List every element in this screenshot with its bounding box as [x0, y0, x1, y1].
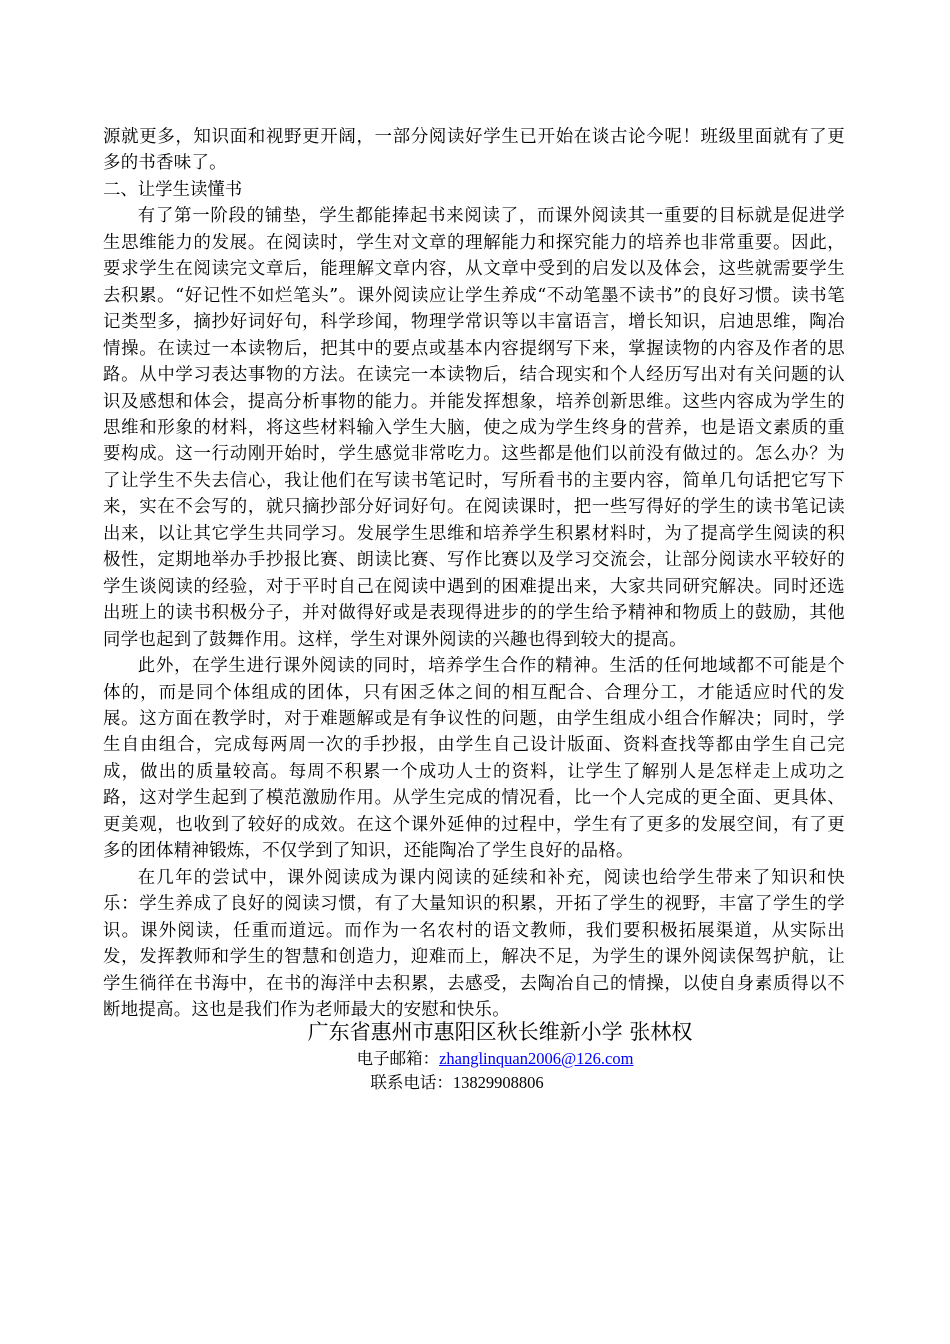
- section-heading: 二、让学生读懂书: [103, 179, 243, 200]
- email-link[interactable]: zhanglinquan2006@126.com: [439, 1049, 634, 1068]
- paragraph-conclusion: 在几年的尝试中，课外阅读成为课内阅读的延续和补充，阅读也给学生带来了知识和快乐：学生养成了良好的阅读习惯，有了大量知识的积累，开拓了学生的视野，丰富了学生的学识。课外阅读，任重而道远。而作为一名农村的语文教师，我们要积极拓展渠道，从实际出发，发挥教师和学生的智慧和创造力，迎难而上，解决不足，为学生的课外阅读保驾护航，让学生徜徉在书海中，在书的海洋中去积累，去感受，去陶冶自己的情操，以使自身素质得以不断地提高。这也是我们作为老师最大的安慰和快乐。: [103, 867, 845, 1020]
- phone-line: [0, 1071, 950, 1095]
- author-signature: [0, 1017, 950, 1095]
- email-line: [40, 1047, 950, 1071]
- phone-number: 13829908806: [452, 1073, 544, 1092]
- paragraph-continuation: 源就更多，知识面和视野更开阔，一部分阅读好学生已开始在谈古论今呢！班级里面就有了更多的书香味了。: [103, 127, 845, 174]
- author-name: 广东省惠州市惠阳区秋长维新小学 张林权: [307, 1020, 693, 1044]
- article-body: [103, 124, 845, 1023]
- paragraph-cooperation: 此外，在学生进行课外阅读的同时，培养学生合作的精神。生活的任何地域都不可能是个体的，而是同个体组成的团体，只有困乏体之间的相互配合、合理分工，才能适应时代的发展。这方面在教学时，对于难题解或是有争议性的问题，由学生组成小组合作解决；同时，学生自由组合，完成每两周一次的手抄报，由学生自己设计版面、资料查找等都由学生自己完成，做出的质量较高。每周不积累一个成功人士的资料，让学生了解别人是怎样走上成功之路，这对学生起到了模范激励作用。从学生完成的情况看，比一个人完成的更全面、更具体、更美观，也收到了较好的成效。在这个课外延伸的过程中，学生有了更多的发展空间，有了更多的团体精神锻炼，不仅学到了知识，还能陶冶了学生良好的品格。: [103, 656, 845, 862]
- email-label: 电子邮箱：: [356, 1049, 440, 1068]
- paragraph-reading-notes: 有了第一阶段的铺垫，学生都能捧起书来阅读了，而课外阅读其一重要的目标就是促进学生思维能力的发展。在阅读时，学生对文章的理解能力和探究能力的培养也非常重要。因此，要求学生在阅读完文章后，能理解文章内容，从文章中受到的启发以及体会，这些就需要学生去积累。“好记性不如烂笔头”。课外阅读应让学生养成“不动笔墨不读书”的良好习惯。读书笔记类型多，摘抄好词好句，科学珍闻，物理学常识等以丰富语言，增长知识，启迪思维，陶冶情操。在读过一本读物后，把其中的要点或基本内容提纲写下来，掌握读物的内容及作者的思路。从中学习表达事物的方法。在读完一本读物后，结合现实和个人经历写出对有关问题的认识及感想和体会，提高分析事物的能力。并能发挥想象，培养创新思维。这些内容成为学生的思维和形象的材料，将这些材料输入学生大脑，使之成为学生终身的营养，也是语文素质的重要构成。这一行动刚开始时，学生感觉非常吃力。这些都是他们以前没有做过的。怎么办？为了让学生不失去信心，我让他们在写读书笔记时，写所看书的主要内容，简单几句话把它写下来，实在不会写的，就只摘抄部分好词好句。在阅读课时，把一些写得好的学生的读书笔记读出来，以让其它学生共同学习。发展学生思维和培养学生积累材料时，为了提高学生阅读的积极性，定期地举办手抄报比赛、朗读比赛、写作比赛以及学习交流会，让部分阅读水平较好的学生谈阅读的经验，对于平时自己在阅读中遇到的困难提出来，大家共同研究解决。同时还选出班上的读书积极分子，并对做得好或是表现得进步的的学生给予精神和物质上的鼓励，其他同学也起到了鼓舞作用。这样，学生对课外阅读的兴趣也得到较大的提高。: [103, 206, 845, 650]
- phone-label: 联系电话：: [370, 1073, 453, 1092]
